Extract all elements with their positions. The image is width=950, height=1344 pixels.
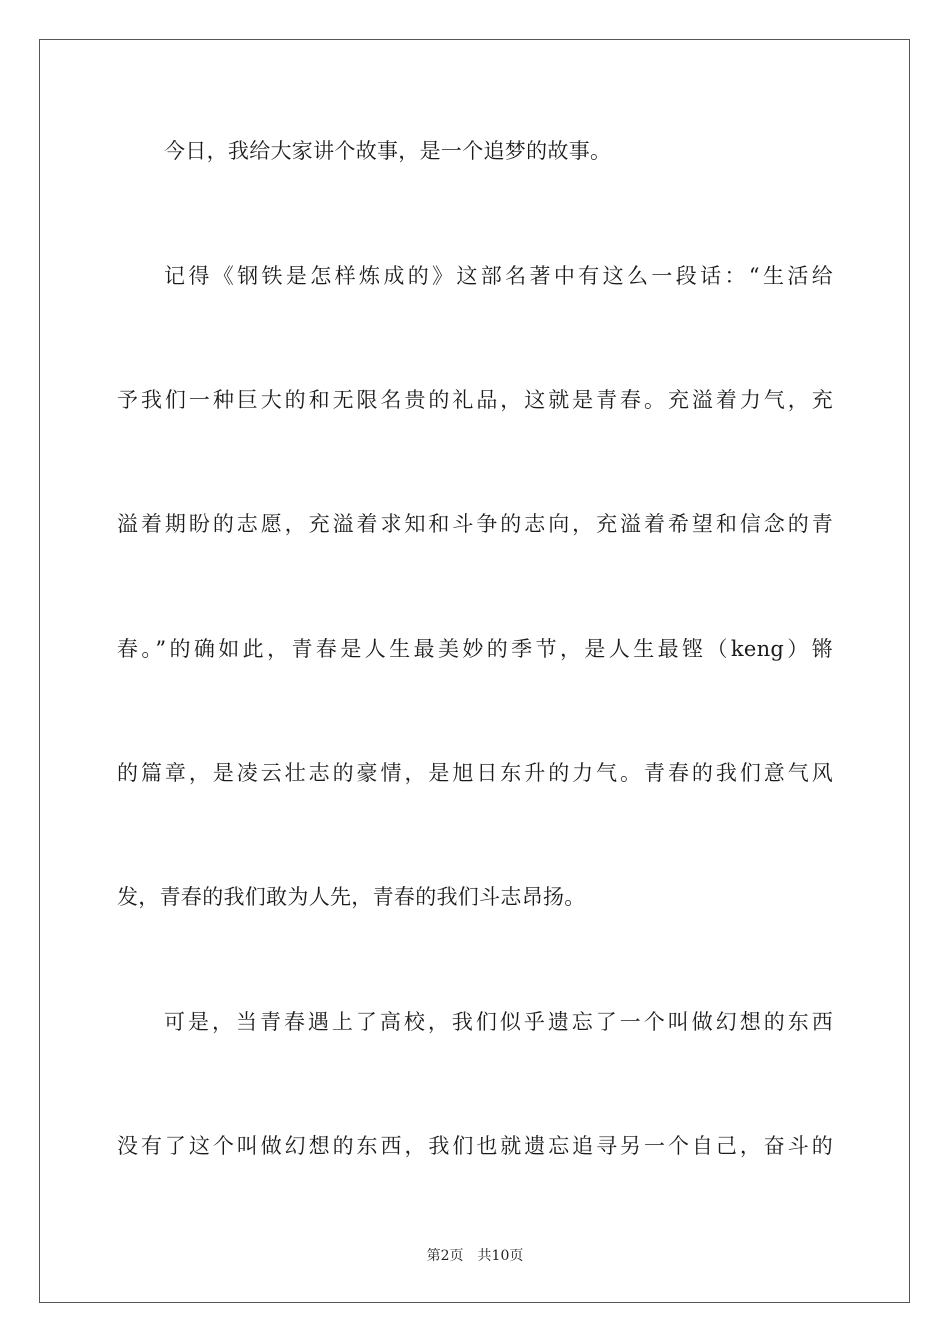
paragraph-line: 春。”的确如此，青春是人生最美妙的季节，是人生最铿（keng）锵: [117, 637, 833, 661]
paragraph-line: 发，青春的我们敢为人先，青春的我们斗志昂扬。: [117, 885, 586, 909]
paragraph-line: 溢着期盼的志愿，充溢着求知和斗争的志向，充溢着希望和信念的青: [117, 512, 833, 536]
paragraph-line: 可是，当青春遇上了高校，我们似乎遗忘了一个叫做幻想的东西: [164, 1010, 833, 1034]
paragraph-line: 记得《钢铁是怎样炼成的》这部名著中有这么一段话：“生活给: [164, 264, 833, 288]
page-total: 共10页: [477, 1248, 524, 1264]
page-footer: [0, 1246, 950, 1266]
paragraph-line: 的篇章，是凌云壮志的豪情，是旭日东升的力气。青春的我们意气风: [117, 761, 833, 785]
page-border: [39, 39, 910, 1303]
paragraph-line: 今日，我给大家讲个故事，是一个追梦的故事。: [164, 139, 612, 163]
paragraph-line: 予我们一种巨大的和无限名贵的礼品，这就是青春。充溢着力气，充: [117, 388, 833, 412]
page-number: 第2页: [426, 1248, 464, 1264]
paragraph-line: 没有了这个叫做幻想的东西，我们也就遗忘追寻另一个自己，奋斗的: [117, 1134, 833, 1158]
